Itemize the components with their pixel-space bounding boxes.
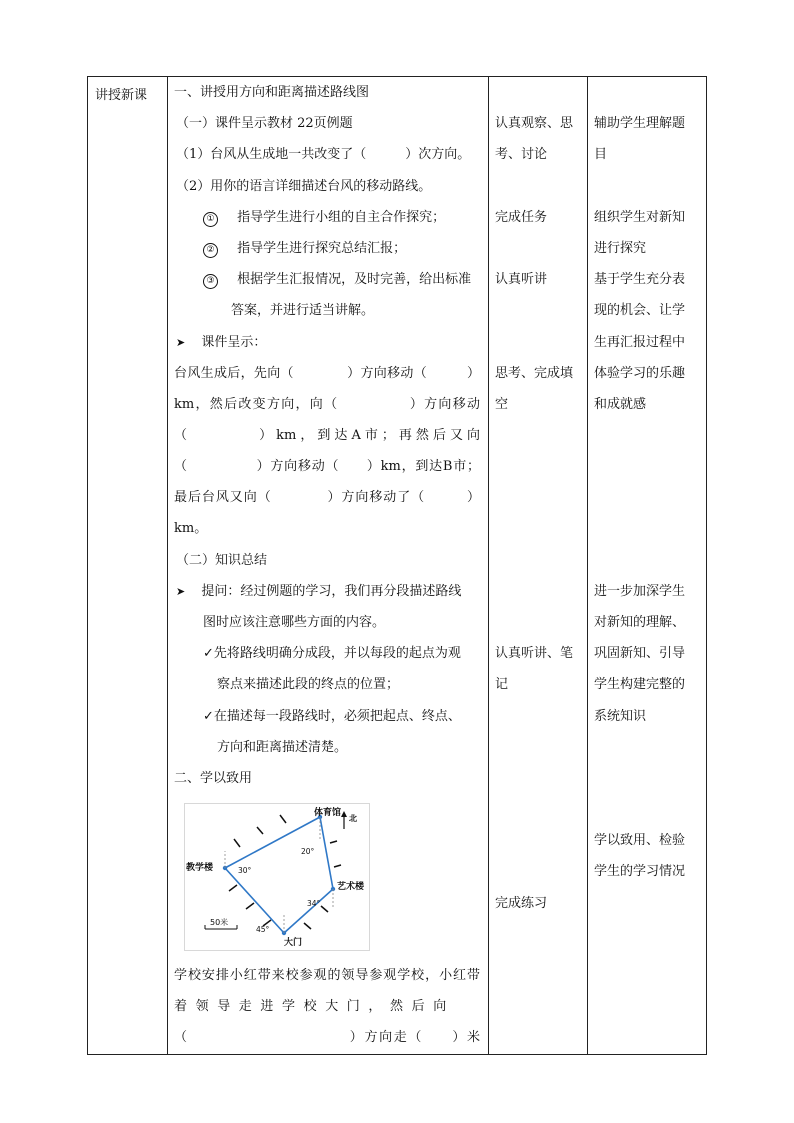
intent-apply-2: 学生的学习情况 — [594, 864, 686, 879]
scale-label: 50米 — [210, 918, 229, 927]
practice-line-2: 着领导走进学校大门，然后向 — [174, 999, 455, 1014]
ask-text-continued: 图时应该注意哪些方面的内容。 — [203, 615, 386, 630]
point-1-text: 先将路线明确分成段，并以每段的起点为观 — [213, 646, 461, 661]
point-2 — [203, 709, 461, 725]
step-3-text: 根据学生汇报情况，及时完善，给出标准 — [237, 272, 472, 287]
checkmark-icon: ✓ — [203, 646, 214, 661]
angle-20: 20° — [301, 847, 315, 856]
label-gym: 体育馆 — [314, 808, 342, 818]
checkmark-icon: ✓ — [203, 709, 214, 724]
intent-report-4: 体验学习的乐趣 — [594, 366, 686, 381]
activity-listen: 认真听讲 — [495, 272, 548, 287]
question-1: （1）台风从生成地一共改变了（ ）次方向。 — [176, 147, 471, 162]
label-north: 北 — [349, 814, 357, 823]
activity-observe: 认真观察、思 — [495, 116, 574, 131]
step-1 — [203, 210, 445, 227]
intent-report-2: 现的机会、让学 — [594, 303, 686, 318]
fill-line-3: （ ）km，到达A市；再然后又向 — [174, 428, 480, 443]
step-3-continued: 答案，并进行适当讲解。 — [231, 303, 375, 318]
fill-line-6: km。 — [174, 521, 208, 536]
intent-report-1: 基于学生充分表 — [594, 272, 686, 287]
intent-report-5: 和成就感 — [594, 397, 647, 412]
activity-listen-notes-continued: 记 — [495, 677, 509, 692]
fill-line-5: 最后台风又向（ ）方向移动了（ ） — [174, 490, 480, 505]
column-divider-2 — [488, 76, 489, 1054]
step-2-number: ② — [203, 243, 218, 258]
intent-deepen-3: 巩固新知、引导 — [594, 646, 686, 661]
subheading-example: （一）课件呈示教材 22页例题 — [176, 116, 353, 131]
courseware-bullet — [176, 335, 266, 351]
heading-apply: 二、学以致用 — [174, 771, 253, 786]
ask-bullet — [176, 584, 461, 600]
point-1-continued: 察点来描述此段的终点的位置； — [217, 677, 400, 692]
intent-explore-continued: 进行探究 — [594, 241, 647, 256]
intent-deepen-5: 系统知识 — [594, 709, 647, 724]
table-bottom-border — [87, 1054, 707, 1055]
intent-report-3: 生再汇报过程中 — [594, 335, 686, 350]
table-top-border — [87, 76, 707, 77]
intent-explore: 组织学生对新知 — [594, 210, 686, 225]
section-label: 讲授新课 — [95, 88, 148, 103]
step-1-text: 指导学生进行小组的自主合作探究； — [237, 210, 446, 225]
step-3 — [203, 272, 471, 289]
label-gate: 大门 — [284, 938, 303, 948]
practice-line-1: 学校安排小红带来校参观的领导参观学校，小红带 — [174, 968, 480, 983]
intent-deepen-2: 对新知的理解、 — [594, 615, 686, 630]
fill-line-2: km，然后改变方向，向（ ）方向移动 — [174, 397, 480, 412]
intent-apply-1: 学以致用、检验 — [594, 833, 686, 848]
column-divider-1 — [167, 76, 168, 1054]
school-route-map — [184, 803, 370, 951]
activity-complete-task: 完成任务 — [495, 210, 548, 225]
label-teaching: 教学楼 — [186, 863, 214, 873]
intent-deepen-4: 学生构建完整的 — [594, 677, 686, 692]
intent-understand: 辅助学生理解题 — [594, 116, 686, 131]
map-frame — [185, 804, 370, 951]
activity-think-fill: 思考、完成填 — [495, 366, 574, 381]
intent-deepen-1: 进一步加深学生 — [594, 584, 686, 599]
activity-observe-continued: 考、讨论 — [495, 147, 548, 162]
heading-teach-route: 一、讲授用方向和距离描述路线图 — [174, 85, 370, 100]
subheading-summary: （二）知识总结 — [176, 553, 268, 568]
point-2-text: 在描述每一段路线时，必须把起点、终点、 — [213, 709, 461, 724]
question-2: （2）用你的语言详细描述台风的移动路线。 — [176, 179, 432, 194]
label-art: 艺术楼 — [337, 882, 365, 892]
practice-line-3: （ ）方向走（ ）米 — [174, 1030, 480, 1045]
activity-exercise: 完成练习 — [495, 896, 548, 911]
angle-34: 34° — [307, 899, 321, 908]
step-2 — [203, 241, 406, 258]
angle-45: 45° — [256, 925, 270, 934]
table-right-border — [706, 76, 707, 1054]
arrow-bullet-icon: ➤ — [176, 336, 186, 349]
activity-listen-notes: 认真听讲、笔 — [495, 646, 574, 661]
column-divider-3 — [587, 76, 588, 1054]
courseware-label: 课件呈示： — [201, 335, 267, 350]
angle-30: 30° — [238, 866, 252, 875]
ask-text: 提问：经过例题的学习，我们再分段描述路线 — [201, 584, 462, 599]
point-1 — [203, 646, 461, 662]
arrow-bullet-icon: ➤ — [176, 585, 186, 598]
step-3-number: ③ — [203, 274, 218, 289]
table-left-border — [87, 76, 88, 1054]
activity-think-fill-continued: 空 — [495, 397, 509, 412]
fill-line-4: （ ）方向移动（ ）km，到达B市； — [174, 459, 480, 474]
fill-line-1: 台风生成后，先向（ ）方向移动（ ） — [174, 366, 480, 381]
step-2-text: 指导学生进行探究总结汇报； — [237, 241, 407, 256]
step-1-number: ① — [203, 212, 218, 227]
point-2-continued: 方向和距离描述清楚。 — [217, 740, 348, 755]
intent-understand-continued: 目 — [594, 147, 608, 162]
